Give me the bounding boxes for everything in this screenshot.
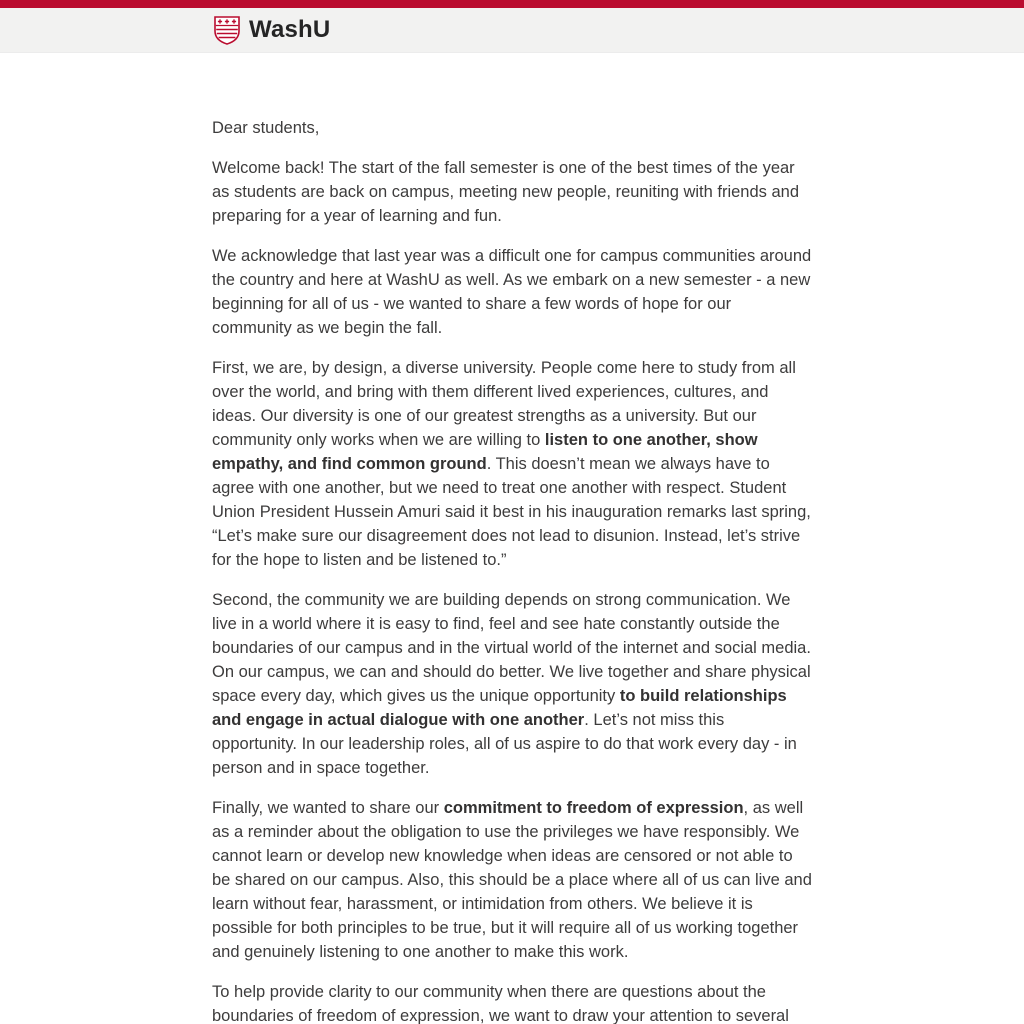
paragraph-text: , as well as a reminder about the obligation to use the privileges we have responsibly. We cannot learn or develop new knowledge when ideas are censored or not able to be shared on our campus. Also, this should be a place where all of us can live and learn without fear, harassment, or intimidation from others. We believe it is possible for both principles to be true, but it will require all of us working together and genuinely listening to one another to make this work.: [212, 799, 812, 961]
paragraph-text: First, we are, by design, a diverse university. People come here to study from all over the world, and bring with them different lived experiences, cultures, and ideas. Our diversity is one of our greatest strengths as a university. But our community only works when we are willing to: [212, 359, 796, 449]
emphasized-text: commitment to freedom of expression: [443, 799, 744, 817]
paragraph-text: To help provide clarity to our community when there are questions about the boundaries of freedom of expression, we want to draw your attention to several: [212, 983, 789, 1024]
paragraph-text: . Let’s not miss this opportunity. In our leadership roles, all of us aspire to do that work every day - in person and in space together.: [212, 711, 797, 777]
paragraph-text: . This doesn’t mean we always have to agree with one another, but we need to treat one another with respect. Student Union President Hussein Amuri said it best in his inauguration remarks last spring, “Let’s make sure our disagreement does not lead to disunion. Instead, let’s strive for the hope to listen and be listened to.”: [212, 455, 811, 569]
washu-shield-icon: [212, 15, 242, 45]
letter-paragraph: [212, 588, 813, 780]
paragraph-text: We acknowledge that last year was a difficult one for campus communities around the country and here at WashU as well. As we embark on a new semester - a new beginning for all of us - we wanted to share a few words of hope for our community as we begin the fall.: [212, 247, 812, 337]
washu-wordmark: WashU: [249, 16, 331, 43]
washu-logo[interactable]: [212, 15, 330, 45]
letter-paragraph: [212, 244, 813, 340]
paragraph-text: Finally, we wanted to share our: [212, 799, 444, 817]
letter-paragraph: [212, 356, 813, 572]
emphasized-text: to build relationships and engage in actual dialogue with one another: [212, 687, 787, 729]
paragraph-text: Welcome back! The start of the fall semester is one of the best times of the year as students are back on campus, meeting new people, reuniting with friends and preparing for a year of learning and fun.: [212, 159, 800, 225]
page-header: [0, 8, 1024, 53]
salutation: Dear students,: [212, 119, 320, 137]
letter-paragraph: [212, 980, 813, 1024]
letter-paragraphs: [212, 156, 813, 1024]
brand-accent-bar: [0, 0, 1024, 8]
emphasized-text: listen to one another, show empathy, and find common ground: [212, 431, 758, 473]
paragraph-text: Second, the community we are building depends on strong communication. We live in a world where it is easy to find, feel and see hate constantly outside the boundaries of our campus and in the virtual world of the internet and social media. On our campus, we can and should do better. We live together and share physical space every day, which gives us the unique opportunity: [212, 591, 811, 705]
letter-paragraph: [212, 796, 813, 964]
letter-paragraph: [212, 156, 813, 228]
letter-content: [212, 53, 813, 1024]
